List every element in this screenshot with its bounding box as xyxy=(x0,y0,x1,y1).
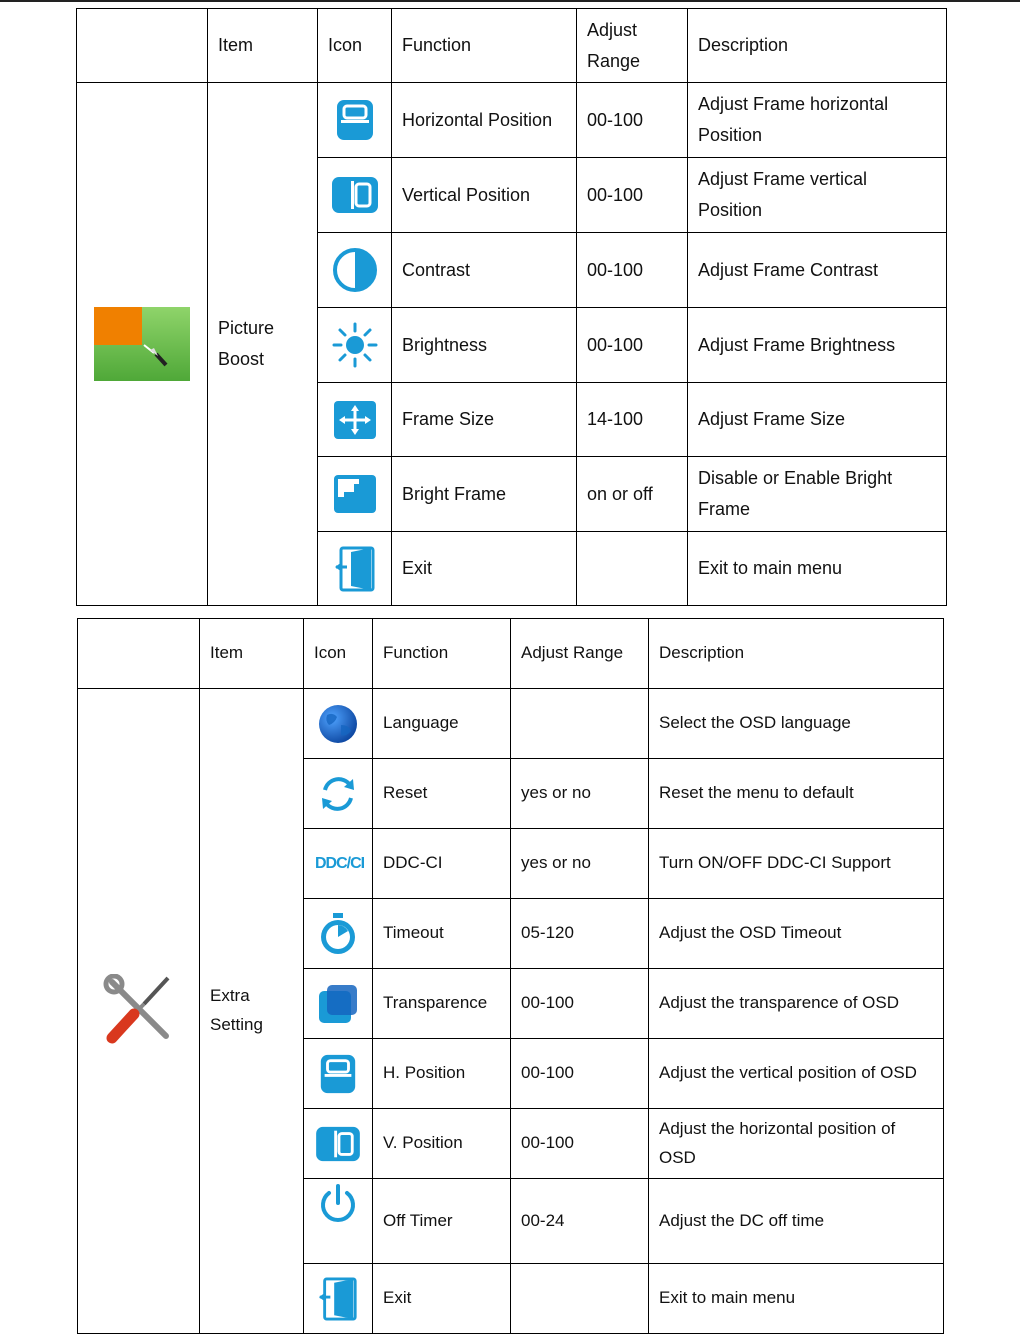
range-cell xyxy=(577,532,688,606)
icon-cell xyxy=(304,829,373,899)
header-item: Item xyxy=(208,9,318,83)
top-rule xyxy=(0,0,1020,2)
function-cell: Horizontal Position xyxy=(392,83,577,158)
function-cell: Contrast xyxy=(392,233,577,308)
description-cell: Adjust the DC off time xyxy=(649,1179,944,1264)
range-cell: yes or no xyxy=(511,759,649,829)
description-cell: Adjust Frame Contrast xyxy=(688,233,947,308)
function-cell: Frame Size xyxy=(392,383,577,457)
ddc-ci-icon: DDC/CI xyxy=(315,855,365,873)
horizontal-position-icon xyxy=(335,98,375,142)
icon-cell xyxy=(304,759,373,829)
table-row xyxy=(77,83,947,158)
icon-cell xyxy=(318,83,392,158)
group-icon-cell xyxy=(78,689,200,1334)
icon-cell xyxy=(304,1264,373,1334)
header-icon: Icon xyxy=(318,9,392,83)
exit-icon xyxy=(317,1276,359,1322)
header-function: Function xyxy=(373,619,511,689)
description-cell: Adjust Frame Brightness xyxy=(688,308,947,383)
description-cell: Adjust Frame Size xyxy=(688,383,947,457)
range-cell: 00-100 xyxy=(577,308,688,383)
header-description: Description xyxy=(688,9,947,83)
function-cell: Transparence xyxy=(373,969,511,1039)
extra-setting-table xyxy=(77,618,944,1334)
picture-boost-table xyxy=(76,8,947,606)
icon-cell xyxy=(318,383,392,457)
icon-cell xyxy=(304,899,373,969)
description-cell: Reset the menu to default xyxy=(649,759,944,829)
v-position-icon xyxy=(314,1125,362,1163)
range-cell xyxy=(511,1264,649,1334)
range-cell: 00-24 xyxy=(511,1179,649,1264)
group-icon-cell xyxy=(77,83,208,606)
description-cell: Adjust Frame vertical Position xyxy=(688,158,947,233)
range-cell: on or off xyxy=(577,457,688,532)
description-cell: Adjust the OSD Timeout xyxy=(649,899,944,969)
timeout-icon xyxy=(317,912,359,956)
header-empty xyxy=(78,619,200,689)
range-cell: 14-100 xyxy=(577,383,688,457)
language-globe-icon xyxy=(317,703,359,745)
header-adjust-range: Adjust Range xyxy=(511,619,649,689)
exit-icon xyxy=(333,545,377,593)
range-cell: 00-100 xyxy=(511,1039,649,1109)
reset-icon xyxy=(317,773,359,815)
function-cell: Exit xyxy=(392,532,577,606)
transparence-icon xyxy=(317,983,359,1025)
range-cell: yes or no xyxy=(511,829,649,899)
function-cell: Timeout xyxy=(373,899,511,969)
item-label-line1: Extra xyxy=(210,986,250,1006)
range-cell: 00-100 xyxy=(511,969,649,1039)
description-cell: Exit to main menu xyxy=(649,1264,944,1334)
group-item-cell xyxy=(208,83,318,606)
range-cell: 00-100 xyxy=(511,1109,649,1179)
function-cell: Exit xyxy=(373,1264,511,1334)
frame-size-icon xyxy=(333,400,377,440)
icon-cell xyxy=(318,532,392,606)
icon-cell xyxy=(318,233,392,308)
icon-cell xyxy=(304,689,373,759)
description-cell: Select the OSD language xyxy=(649,689,944,759)
group-item-cell xyxy=(200,689,304,1334)
function-cell: Language xyxy=(373,689,511,759)
vertical-position-icon xyxy=(330,175,380,215)
icon-cell xyxy=(304,1039,373,1109)
table-header-row xyxy=(78,619,944,689)
icon-cell xyxy=(318,308,392,383)
function-cell: Brightness xyxy=(392,308,577,383)
function-cell: Vertical Position xyxy=(392,158,577,233)
table-row xyxy=(78,689,944,759)
range-cell: 05-120 xyxy=(511,899,649,969)
extra-setting-tools-icon xyxy=(102,974,176,1048)
h-position-icon xyxy=(318,1053,358,1095)
bright-frame-icon xyxy=(333,474,377,514)
function-cell: DDC-CI xyxy=(373,829,511,899)
icon-cell xyxy=(304,969,373,1039)
brightness-icon xyxy=(332,322,378,368)
header-item: Item xyxy=(200,619,304,689)
icon-cell xyxy=(304,1179,373,1264)
range-cell: 00-100 xyxy=(577,233,688,308)
header-adjust-range: Adjust Range xyxy=(577,9,688,83)
off-timer-icon xyxy=(318,1183,358,1225)
function-cell: V. Position xyxy=(373,1109,511,1179)
icon-cell xyxy=(304,1109,373,1179)
header-description: Description xyxy=(649,619,944,689)
range-cell: 00-100 xyxy=(577,158,688,233)
header-function: Function xyxy=(392,9,577,83)
range-cell: 00-100 xyxy=(577,83,688,158)
item-label-line2: Boost xyxy=(218,349,265,369)
description-cell: Adjust the vertical position of OSD xyxy=(649,1039,944,1109)
function-cell: Off Timer xyxy=(373,1179,511,1264)
description-cell: Adjust the horizontal position of OSD xyxy=(649,1109,944,1179)
function-cell: Reset xyxy=(373,759,511,829)
contrast-icon xyxy=(332,247,378,293)
item-label-line1: Picture xyxy=(218,318,275,339)
description-cell: Exit to main menu xyxy=(688,532,947,606)
description-cell: Adjust Frame horizontal Position xyxy=(688,83,947,158)
description-cell: Adjust the transparence of OSD xyxy=(649,969,944,1039)
icon-cell xyxy=(318,158,392,233)
header-empty xyxy=(77,9,208,83)
picture-boost-icon xyxy=(94,307,190,381)
table-header-row xyxy=(77,9,947,83)
header-icon: Icon xyxy=(304,619,373,689)
item-label-line2: Setting xyxy=(210,1015,263,1034)
description-cell: Disable or Enable Bright Frame xyxy=(688,457,947,532)
function-cell: Bright Frame xyxy=(392,457,577,532)
function-cell: H. Position xyxy=(373,1039,511,1109)
icon-cell xyxy=(318,457,392,532)
description-cell: Turn ON/OFF DDC-CI Support xyxy=(649,829,944,899)
range-cell xyxy=(511,689,649,759)
